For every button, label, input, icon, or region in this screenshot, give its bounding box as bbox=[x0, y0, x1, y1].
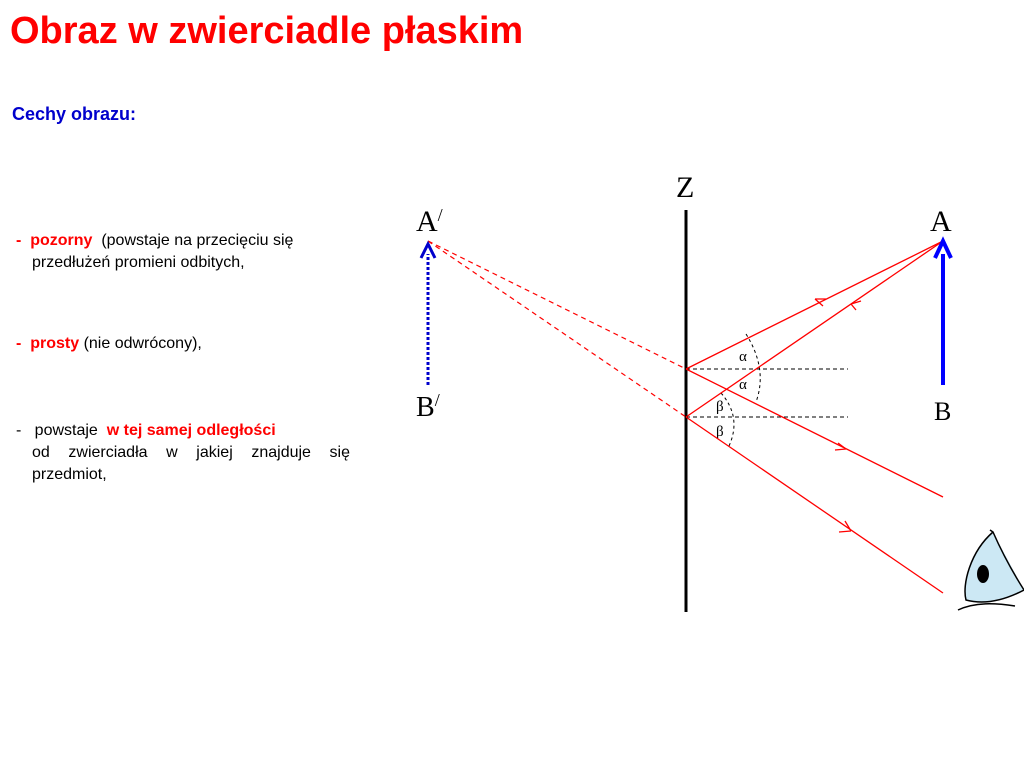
extension-ray-upper bbox=[428, 241, 686, 369]
beta-label-incident: β bbox=[716, 399, 724, 415]
feature-keyword: prosty bbox=[30, 335, 80, 352]
feature-marker: - bbox=[16, 232, 22, 249]
feature-keyword: w tej samej odległości bbox=[106, 422, 276, 439]
feature-text-cont: od zwierciadła w jakiej znajduje się przedmiot, bbox=[32, 444, 350, 483]
page-title: Obraz w zwierciadle płaskim bbox=[10, 10, 524, 52]
alpha-label-reflected: α bbox=[739, 377, 747, 393]
reflected-ray-upper bbox=[686, 369, 943, 497]
feature-marker: - bbox=[16, 335, 22, 352]
extension-ray-lower bbox=[428, 241, 686, 417]
image-label-top: A/ bbox=[416, 205, 443, 238]
feature-text: powstaje bbox=[34, 422, 98, 439]
section-subtitle: Cechy obrazu: bbox=[12, 104, 137, 124]
object-label-bottom: B bbox=[934, 397, 952, 426]
incident-ray-upper bbox=[686, 241, 943, 369]
beta-label-reflected: β bbox=[716, 424, 724, 440]
image-arrowhead bbox=[421, 244, 435, 258]
reflected-ray-lower bbox=[686, 417, 943, 593]
feature-marker: - bbox=[16, 422, 22, 439]
incident-ray-lower bbox=[686, 241, 943, 417]
eye-icon bbox=[958, 530, 1024, 610]
mirror-label: Z bbox=[676, 171, 695, 204]
feature-keyword: pozorny bbox=[30, 232, 93, 249]
image-label-bottom: B/ bbox=[416, 390, 440, 423]
feature-text-cont: przedłużeń promieni odbitych, bbox=[32, 254, 245, 271]
alpha-label-incident: α bbox=[739, 349, 747, 365]
feature-text: (nie odwrócony), bbox=[83, 335, 202, 352]
object-label-top: A bbox=[930, 205, 952, 238]
feature-text: (powstaje na przecięciu się bbox=[101, 232, 294, 249]
